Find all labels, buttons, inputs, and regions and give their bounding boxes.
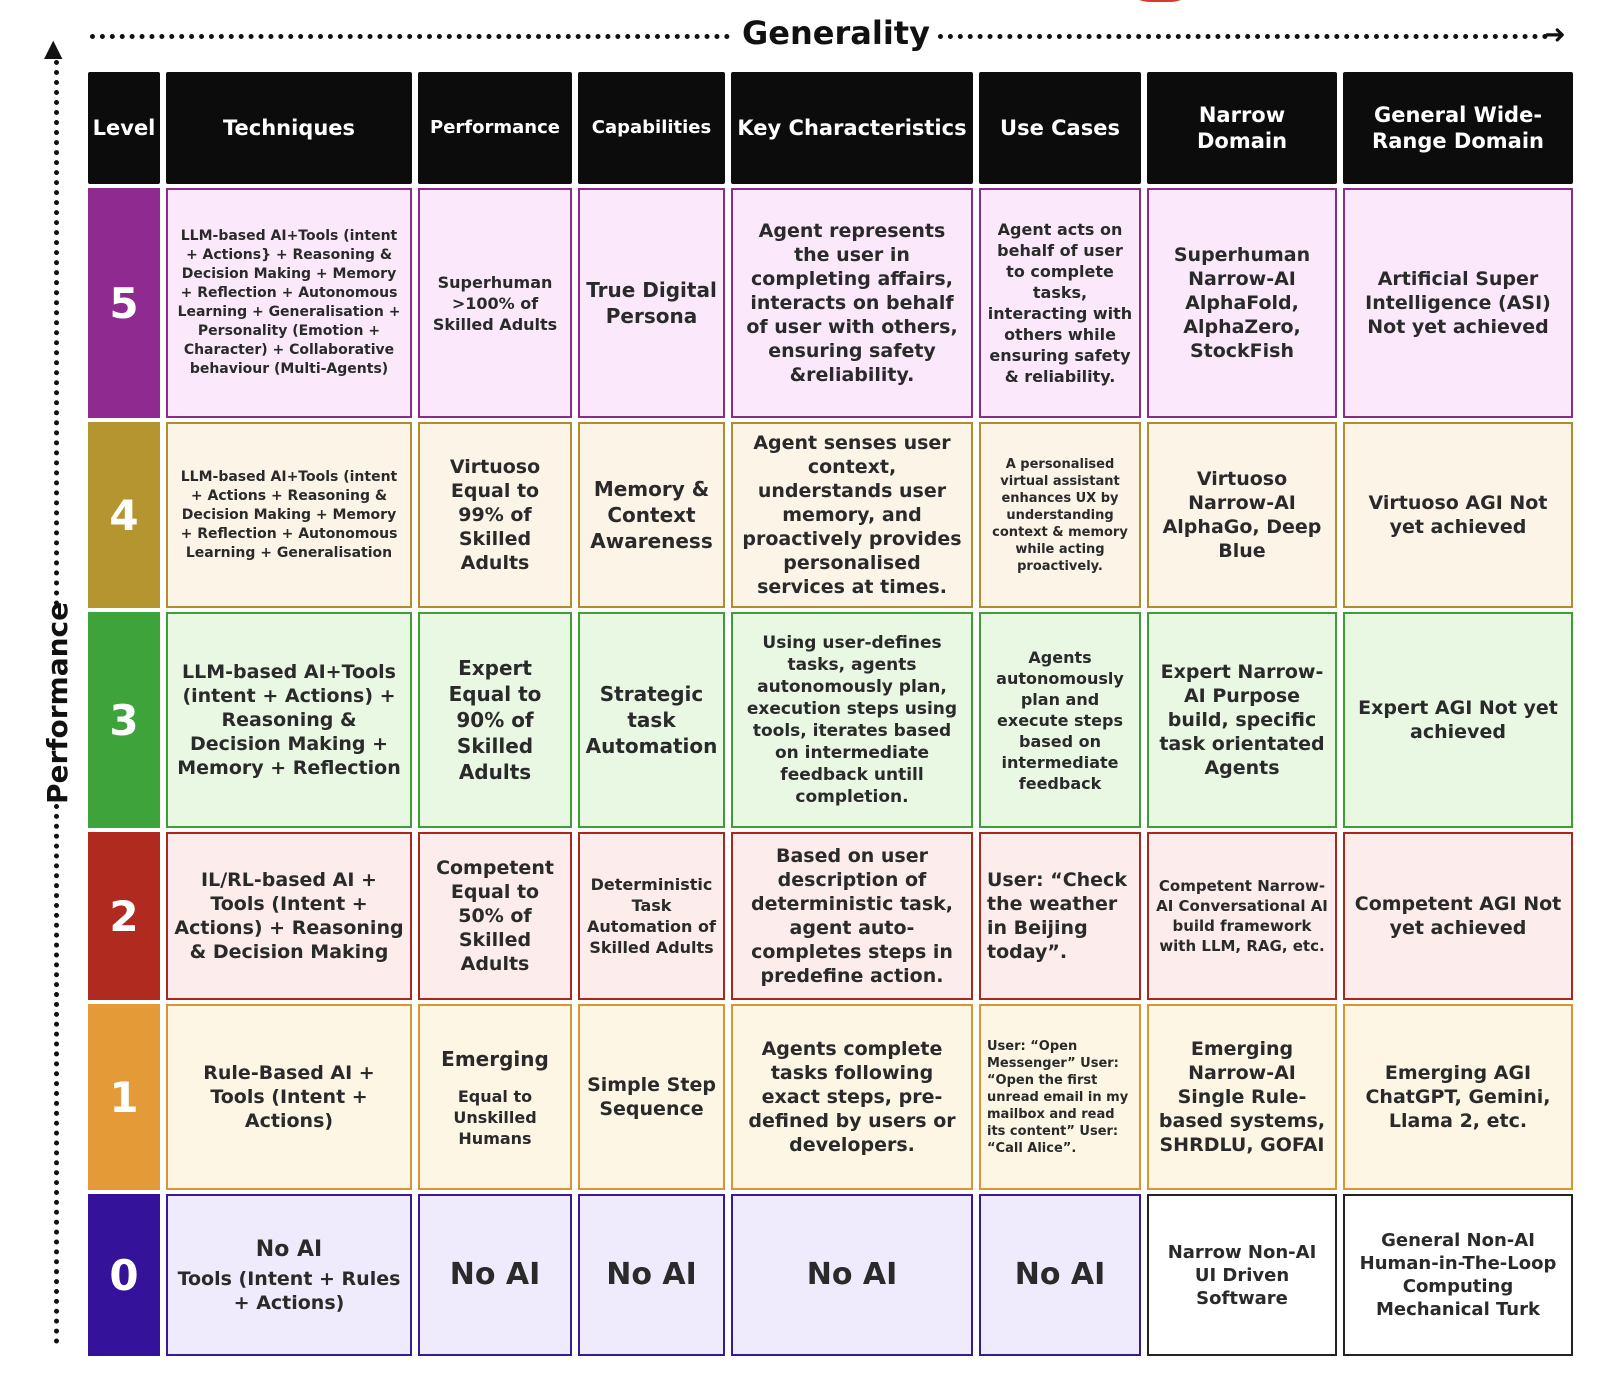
performance-dotted-line-bottom xyxy=(54,804,59,1344)
level-5-techniques: LLM-based AI+Tools (intent + Actions} + Reasoning & Decision Making + Memory + Reflection + Autonomous Learning + Generalisation + Personality (Emotion + Character) + Collaborative behaviour (Multi-Agents) xyxy=(166,188,412,418)
level-3-key-characteristics: Using user-defines tasks, agents autonomously plan, execution steps using tools, iterates based on intermediate feedback untill completion. xyxy=(731,612,973,828)
header-techniques: Techniques xyxy=(166,72,412,184)
level-1-use-cases: User: “Open Messenger” User: “Open the first unread email in my mailbox and read its content” User: “Call Alice”. xyxy=(979,1004,1141,1190)
level-5-badge: 5 xyxy=(88,188,160,418)
level-0-use-cases: No AI xyxy=(979,1194,1141,1356)
level-2-performance: Competent Equal to 50% of Skilled Adults xyxy=(418,832,572,1000)
level-4-techniques: LLM-based AI+Tools (intent + Actions + Reasoning & Decision Making + Memory + Reflection + Autonomous Learning + Generalisation xyxy=(166,422,412,608)
performance-axis xyxy=(40,34,80,1370)
level-3-general-domain: Expert AGI Not yet achieved xyxy=(1343,612,1573,828)
level-2-techniques: IL/RL-based AI + Tools (Intent + Actions) + Reasoning & Decision Making xyxy=(166,832,412,1000)
level-1-capabilities: Simple Step Sequence xyxy=(578,1004,725,1190)
generality-dotted-line-left xyxy=(90,34,730,39)
level-2-badge: 2 xyxy=(88,832,160,1000)
generality-axis xyxy=(90,14,1570,54)
agent-levels-table xyxy=(88,72,1576,1370)
level-5-capabilities: True Digital Persona xyxy=(578,188,725,418)
level-3-capabilities: Strategic task Automation xyxy=(578,612,725,828)
performance-label: Performance xyxy=(41,601,74,804)
level-1-performance-title: Emerging xyxy=(441,1046,549,1071)
level-2-general-domain: Competent AGI Not yet achieved xyxy=(1343,832,1573,1000)
level-3-badge: 3 xyxy=(88,612,160,828)
level-5-general-domain: Artificial Super Intelligence (ASI) Not yet achieved xyxy=(1343,188,1573,418)
level-5-use-cases: Agent acts on behalf of user to complete tasks, interacting with others while ensuring safety & reliability. xyxy=(979,188,1141,418)
level-4-use-cases: A personalised virtual assistant enhances UX by understanding context & memory while acting proactively. xyxy=(979,422,1141,608)
header-key-characteristics: Key Characteristics xyxy=(731,72,973,184)
level-2-use-cases: User: “Check the weather in Beijing today”. xyxy=(979,832,1141,1000)
header-general-domain: General Wide-Range Domain xyxy=(1343,72,1573,184)
level-2-key-characteristics: Based on user description of deterministic task, agent auto-completes steps in predefine action. xyxy=(731,832,973,1000)
level-4-performance: Virtuoso Equal to 99% of Skilled Adults xyxy=(418,422,572,608)
generality-dotted-line-right xyxy=(938,34,1548,39)
level-1-narrow-domain: Emerging Narrow-AI Single Rule-based systems, SHRDLU, GOFAI xyxy=(1147,1004,1337,1190)
level-5-narrow-domain: Superhuman Narrow-AI AlphaFold, AlphaZero, StockFish xyxy=(1147,188,1337,418)
level-0-narrow-domain: Narrow Non-AI UI Driven Software xyxy=(1147,1194,1337,1356)
level-4-capabilities: Memory & Context Awareness xyxy=(578,422,725,608)
level-1-performance-detail: Equal to Unskilled Humans xyxy=(453,1086,537,1148)
performance-dotted-line-top xyxy=(54,60,59,606)
level-0-badge: 0 xyxy=(88,1194,160,1356)
level-1-badge: 1 xyxy=(88,1004,160,1190)
level-4-general-domain: Virtuoso AGI Not yet achieved xyxy=(1343,422,1573,608)
level-0-techniques-title: No AI xyxy=(255,1236,323,1262)
red-circle-fragment xyxy=(1120,0,1200,2)
level-1-general-domain: Emerging AGI ChatGPT, Gemini, Llama 2, etc. xyxy=(1343,1004,1573,1190)
level-1-techniques: Rule-Based AI + Tools (Intent + Actions) xyxy=(166,1004,412,1190)
level-0-performance: No AI xyxy=(418,1194,572,1356)
level-2-capabilities: Deterministic Task Automation of Skilled Adults xyxy=(578,832,725,1000)
level-1-performance xyxy=(418,1004,572,1190)
level-5-key-characteristics: Agent represents the user in completing affairs, interacts on behalf of user with others, ensuring safety &reliability. xyxy=(731,188,973,418)
level-4-key-characteristics: Agent senses user context, understands user memory, and proactively provides personalised services at times. xyxy=(731,422,973,608)
generality-label: Generality xyxy=(742,14,930,52)
level-4-narrow-domain: Virtuoso Narrow-AI AlphaGo, Deep Blue xyxy=(1147,422,1337,608)
header-level: Level xyxy=(88,72,160,184)
level-4-badge: 4 xyxy=(88,422,160,608)
level-0-key-characteristics: No AI xyxy=(731,1194,973,1356)
level-0-general-domain: General Non-AI Human-in-The-Loop Computing Mechanical Turk xyxy=(1343,1194,1573,1356)
level-1-key-characteristics: Agents complete tasks following exact steps, pre-defined by users or developers. xyxy=(731,1004,973,1190)
level-5-performance: Superhuman >100% of Skilled Adults xyxy=(418,188,572,418)
header-use-cases: Use Cases xyxy=(979,72,1141,184)
level-3-performance: Expert Equal to 90% of Skilled Adults xyxy=(418,612,572,828)
level-0-techniques-detail: Tools (Intent + Rules + Actions) xyxy=(177,1267,401,1314)
header-capabilities: Capabilities xyxy=(578,72,725,184)
level-0-techniques xyxy=(166,1194,412,1356)
header-performance: Performance xyxy=(418,72,572,184)
level-0-capabilities: No AI xyxy=(578,1194,725,1356)
level-3-techniques: LLM-based AI+Tools (intent + Actions) + Reasoning & Decision Making + Memory + Reflection xyxy=(166,612,412,828)
level-2-narrow-domain: Competent Narrow-AI Conversational AI build framework with LLM, RAG, etc. xyxy=(1147,832,1337,1000)
level-3-use-cases: Agents autonomously plan and execute steps based on intermediate feedback xyxy=(979,612,1141,828)
arrow-up-icon: ▲ xyxy=(44,34,63,62)
level-3-narrow-domain: Expert Narrow-AI Purpose build, specific task orientated Agents xyxy=(1147,612,1337,828)
arrow-right-icon: ➜ xyxy=(1544,20,1566,50)
header-narrow-domain: Narrow Domain xyxy=(1147,72,1337,184)
